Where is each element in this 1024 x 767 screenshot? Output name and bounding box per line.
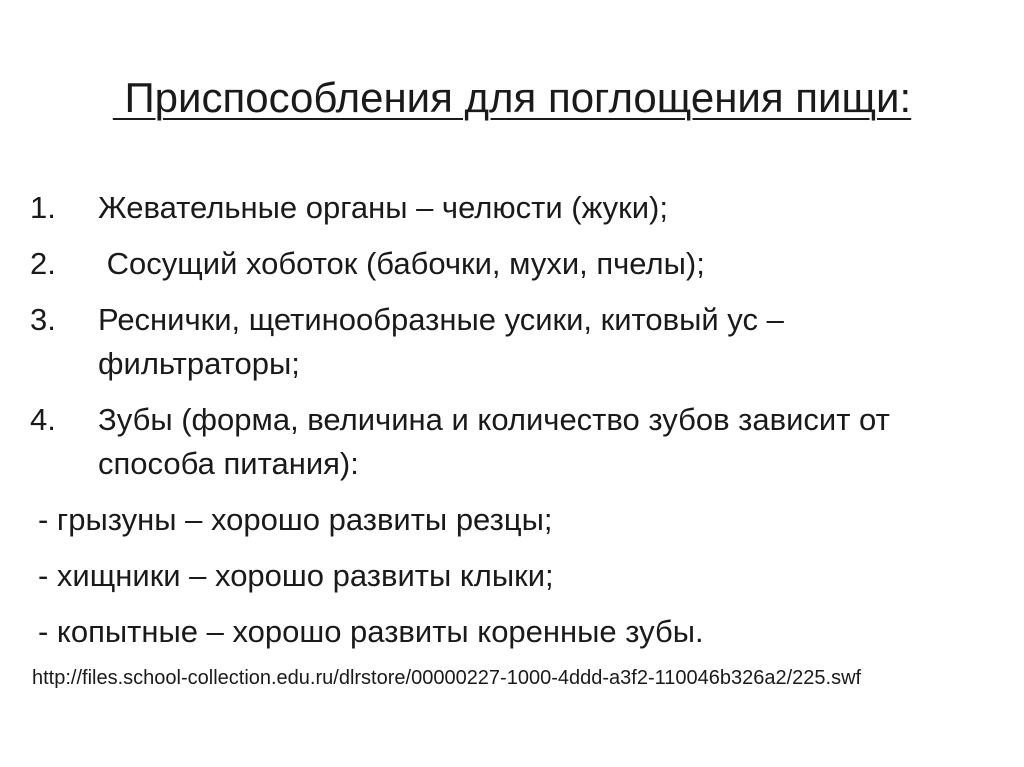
list-item-text: Сосущий хоботок (бабочки, мухи, пчелы); bbox=[98, 246, 705, 281]
list-item-number: 3. bbox=[30, 302, 56, 337]
source-url: http://files.school-collection.edu.ru/dlrstore/00000227-1000-4ddd-a3f2-110046b326a2/225.swf bbox=[32, 667, 862, 689]
content-list bbox=[30, 186, 990, 692]
list-item-number: 1. bbox=[30, 190, 56, 225]
list-item bbox=[30, 398, 990, 486]
slide-title: Приспособления для поглощения пищи: bbox=[112, 74, 912, 121]
sub-item-predators: - хищники – хорошо развиты клыки; bbox=[38, 558, 554, 593]
list-item bbox=[30, 242, 990, 286]
list-item-text: Жевательные органы – челюсти (жуки); bbox=[98, 190, 668, 225]
list-item-text: Реснички, щетинообразные усики, китовый ус – фильтраторы; bbox=[98, 302, 793, 381]
sub-item-ungulates: - копытные – хорошо развиты коренные зубы. bbox=[38, 614, 704, 649]
list-item-number: 4. bbox=[30, 402, 56, 437]
sub-item-rodents: - грызуны – хорошо развиты резцы; bbox=[38, 502, 553, 537]
list-item bbox=[30, 298, 990, 386]
list-item bbox=[30, 186, 990, 230]
list-item-number: 2. bbox=[30, 246, 56, 281]
list-item-text: Зубы (форма, величина и количество зубов зависит от способа питания): bbox=[98, 402, 899, 481]
